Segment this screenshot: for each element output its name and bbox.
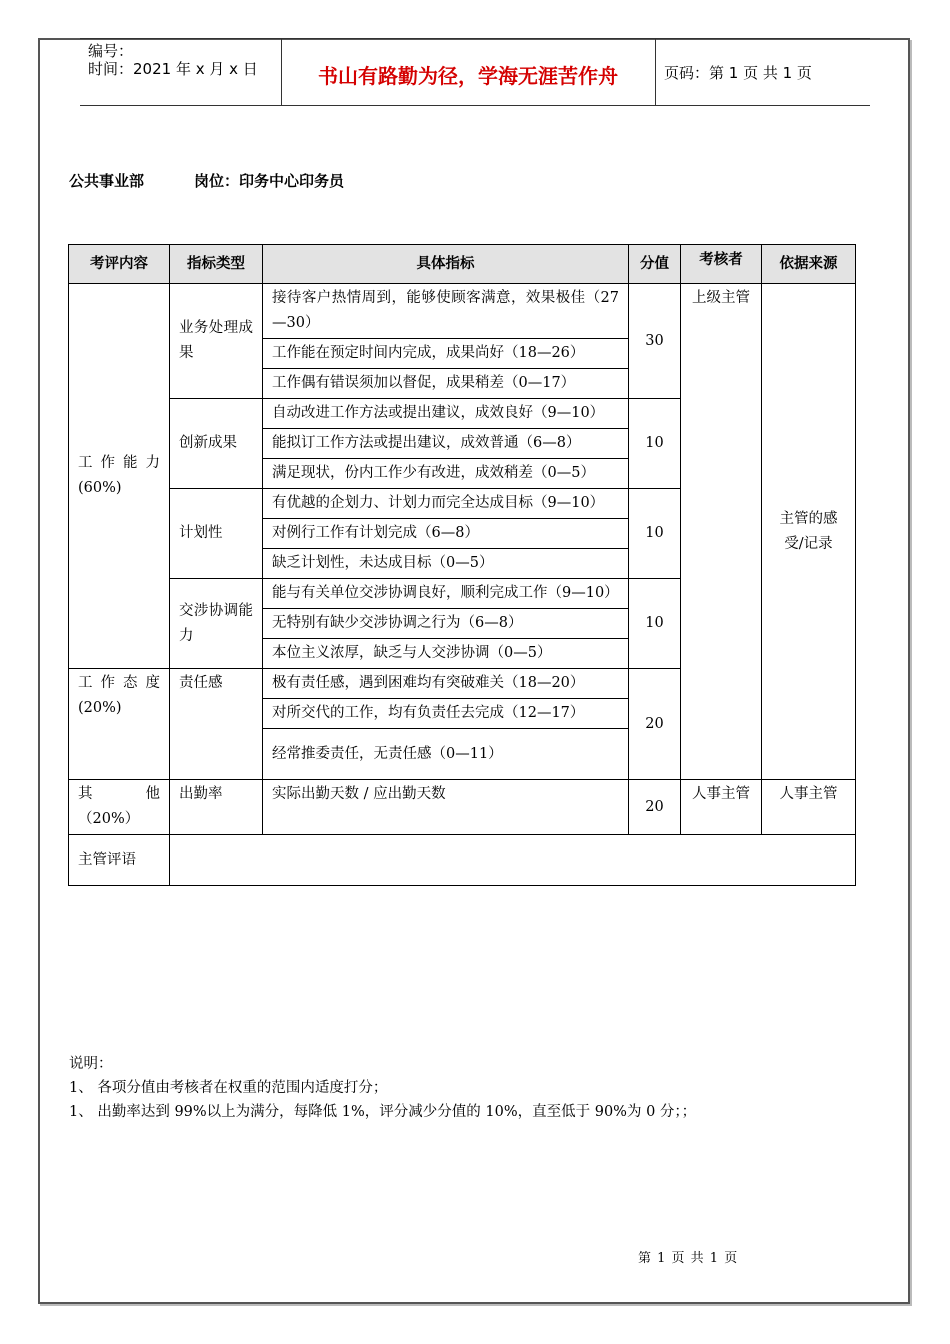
page-code: 页码：第 1 页 共 1 页 [664, 64, 812, 82]
group-cell-ability: 工 作 能 力 (60%) [69, 284, 170, 669]
comment-field[interactable] [170, 835, 856, 886]
header-cell: 依据来源 [762, 245, 856, 284]
notes-title: 说明： [69, 1056, 113, 1072]
indicator-cell: 能与有关单位交涉协调良好，顺利完成工作（9—10） [263, 579, 629, 609]
type-cell-attendance: 出勤率 [170, 780, 263, 835]
indicator-cell: 缺乏计划性，未达成目标（0—5） [263, 549, 629, 579]
note-item: 1、 各项分值由考核者在权重的范围内适度打分； [69, 1080, 388, 1096]
table-header-row [69, 245, 856, 284]
header-divider [655, 38, 656, 106]
page-footer: 第 1 页 共 1 页 [638, 1251, 739, 1266]
table-row [69, 284, 856, 339]
score-cell: 10 [629, 489, 681, 579]
indicator-cell: 极有责任感，遇到困难均有突破难关（18—20） [263, 669, 629, 699]
indicator-cell: 满足现状，份内工作少有改进，成效稍差（0—5） [263, 459, 629, 489]
time-label: 时间：2021 年 x 月 x 日 [88, 60, 258, 78]
department: 公共事业部 [69, 172, 145, 190]
assessor-cell: 上级主管 [681, 284, 762, 780]
group-cell-other: 其 他 （20%） [69, 780, 170, 835]
position: 岗位：印务中心印务员 [194, 172, 345, 190]
source-cell: 主管的感受/记录 [762, 284, 856, 780]
notes [69, 1052, 696, 1124]
table-row [69, 835, 856, 886]
indicator-cell: 对所交代的工作，均有负责任去完成（12—17） [263, 699, 629, 729]
header-cell: 具体指标 [263, 245, 629, 284]
evaluation-table [68, 244, 856, 886]
type-cell-planning: 计划性 [170, 489, 263, 579]
type-cell-business: 业务处理成果 [170, 284, 263, 399]
header-cell: 指标类型 [170, 245, 263, 284]
indicator-cell: 自动改进工作方法或提出建议，成效良好（9—10） [263, 399, 629, 429]
indicator-cell: 无特别有缺少交涉协调之行为（6—8） [263, 609, 629, 639]
indicator-cell: 对例行工作有计划完成（6—8） [263, 519, 629, 549]
score-cell: 30 [629, 284, 681, 399]
score-cell: 10 [629, 399, 681, 489]
indicator-cell: 能拟订工作方法或提出建议，成效普通（6—8） [263, 429, 629, 459]
score-cell: 20 [629, 669, 681, 780]
type-cell-responsibility: 责任感 [170, 669, 263, 780]
indicator-cell: 实际出勤天数 / 应出勤天数 [263, 780, 629, 835]
source-cell: 人事主管 [762, 780, 856, 835]
header-cell: 考评内容 [69, 245, 170, 284]
indicator-cell: 接待客户热情周到，能够使顾客满意，效果极佳（27—30） [263, 284, 629, 339]
comment-label: 主管评语 [69, 835, 170, 886]
number-label: 编号： [88, 42, 134, 60]
type-cell-coordination: 交涉协调能力 [170, 579, 263, 669]
header-cell: 考核者 [681, 245, 762, 284]
indicator-cell: 工作偶有错误须加以督促，成果稍差（0—17） [263, 369, 629, 399]
type-cell-innovation: 创新成果 [170, 399, 263, 489]
table-row [69, 780, 856, 835]
header-bottom-rule [80, 105, 870, 106]
indicator-cell: 有优越的企划力、计划力而完全达成目标（9—10） [263, 489, 629, 519]
assessor-cell: 人事主管 [681, 780, 762, 835]
score-cell: 10 [629, 579, 681, 669]
indicator-cell: 工作能在预定时间内完成，成果尚好（18—26） [263, 339, 629, 369]
score-cell: 20 [629, 780, 681, 835]
motto: 书山有路勤为径，学海无涯苦作舟 [318, 64, 618, 88]
note-item: 1、 出勤率达到 99%以上为满分，每降低 1%，评分减少分值的 10%，直至低于 90%为 0 分；； [69, 1104, 697, 1120]
indicator-cell: 经常推委责任，无责任感（0—11） [263, 729, 629, 780]
header-cell: 分值 [629, 245, 681, 284]
group-cell-attitude: 工 作 态 度 (20%) [69, 669, 170, 780]
header-top-rule [80, 38, 870, 39]
indicator-cell: 本位主义浓厚，缺乏与人交涉协调（0—5） [263, 639, 629, 669]
